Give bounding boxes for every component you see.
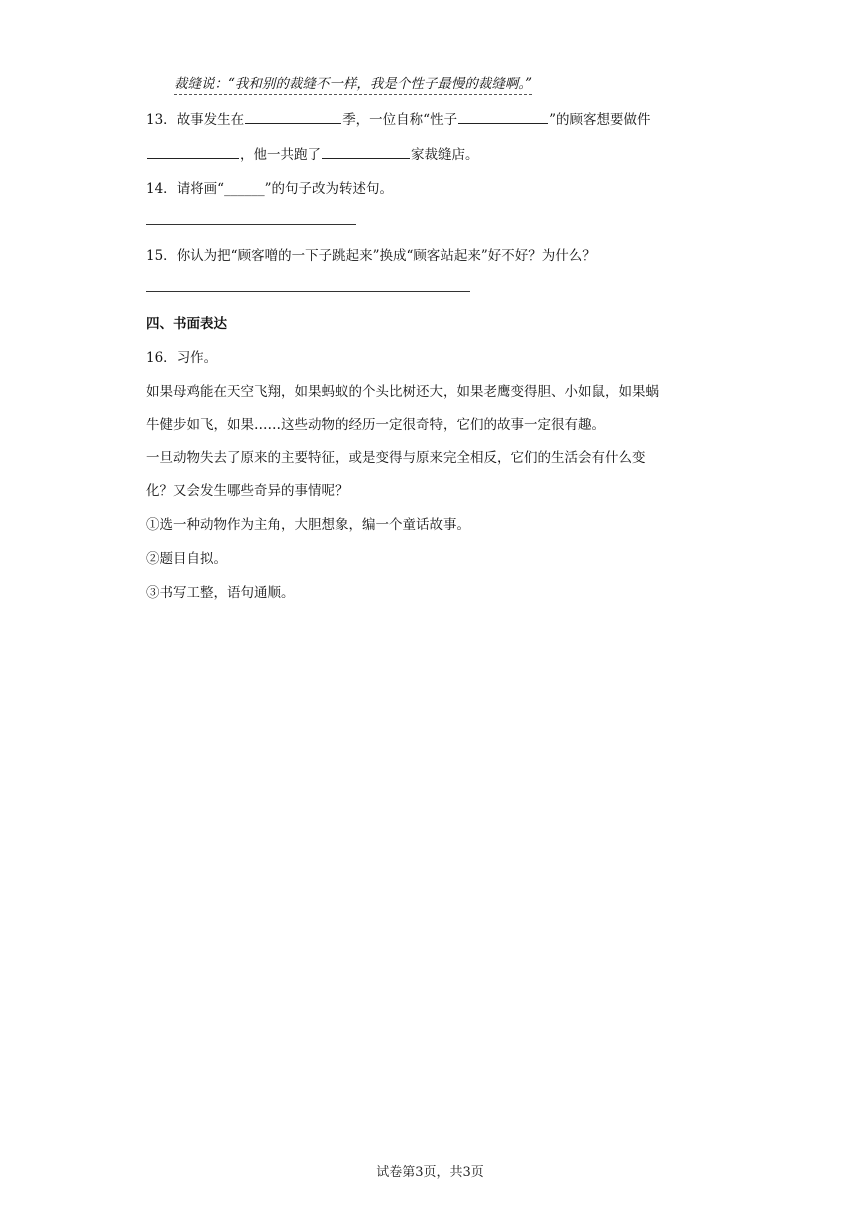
question-14-answer-line[interactable] bbox=[146, 224, 356, 225]
question-15-number: 15． bbox=[146, 248, 177, 264]
question-16-number: 16． bbox=[146, 350, 177, 366]
question-16-requirement-3: ③书写工整，语句通顺。 bbox=[146, 585, 295, 601]
question-14-number: 14． bbox=[146, 181, 177, 197]
question-15-answer-line[interactable] bbox=[146, 291, 470, 292]
question-14-text-1: 请将画“ bbox=[176, 181, 225, 197]
question-13-text-5: 家裁缝店。 bbox=[411, 147, 479, 163]
question-15-text: 你认为把“顾客噌的一下子跳起来”换成“顾客站起来”好不好？为什么？ bbox=[176, 248, 596, 264]
question-16-paragraph-2-line-1: 一旦动物失去了原来的主要特征，或是变得与原来完全相反，它们的生活会有什么变 bbox=[146, 450, 646, 466]
blank-season[interactable] bbox=[245, 109, 341, 124]
question-13-text-4: ，他一共跑了 bbox=[240, 147, 321, 163]
page-footer: 试卷第3页，共3页 bbox=[376, 1165, 484, 1180]
section-4-heading: 四、书面表达 bbox=[146, 316, 227, 332]
question-15-line bbox=[146, 244, 596, 264]
question-14-text-2: ”的句子改为转述句。 bbox=[264, 181, 393, 197]
question-13-line-2 bbox=[146, 143, 479, 163]
blank-shop-count[interactable] bbox=[322, 144, 410, 159]
question-13-number: 13． bbox=[146, 112, 177, 128]
blank-temper[interactable] bbox=[458, 109, 548, 124]
question-13-text-2: 季，一位自称“性子 bbox=[342, 112, 458, 128]
question-13-line-1 bbox=[146, 108, 651, 128]
blank-garment[interactable] bbox=[147, 144, 239, 159]
question-16-title-line bbox=[146, 346, 217, 366]
quote-text: 裁缝说：“我和别的裁缝不一样，我是个性子最慢的裁缝啊。” bbox=[174, 76, 532, 95]
question-16-title: 习作。 bbox=[176, 350, 218, 366]
question-16-requirement-2: ②题目自拟。 bbox=[146, 551, 227, 567]
quote-line bbox=[174, 72, 532, 92]
question-16-paragraph-1-line-1: 如果母鸡能在天空飞翔，如果蚂蚁的个头比树还大，如果老鹰变得胆、小如鼠，如果蜗 bbox=[146, 384, 659, 400]
question-16-paragraph-2-line-2: 化？又会发生哪些奇异的事情呢？ bbox=[146, 483, 349, 499]
question-14-marker: ______ bbox=[224, 181, 265, 197]
question-16-requirement-1: ①选一种动物作为主角，大胆想象，编一个童话故事。 bbox=[146, 517, 470, 533]
question-16-paragraph-1-line-2: 牛健步如飞，如果……这些动物的经历一定很奇特，它们的故事一定很有趣。 bbox=[146, 417, 605, 433]
question-14-line bbox=[146, 177, 393, 197]
question-13-text-1: 故事发生在 bbox=[176, 112, 245, 128]
question-13-text-3: ”的顾客想要做件 bbox=[549, 112, 651, 128]
